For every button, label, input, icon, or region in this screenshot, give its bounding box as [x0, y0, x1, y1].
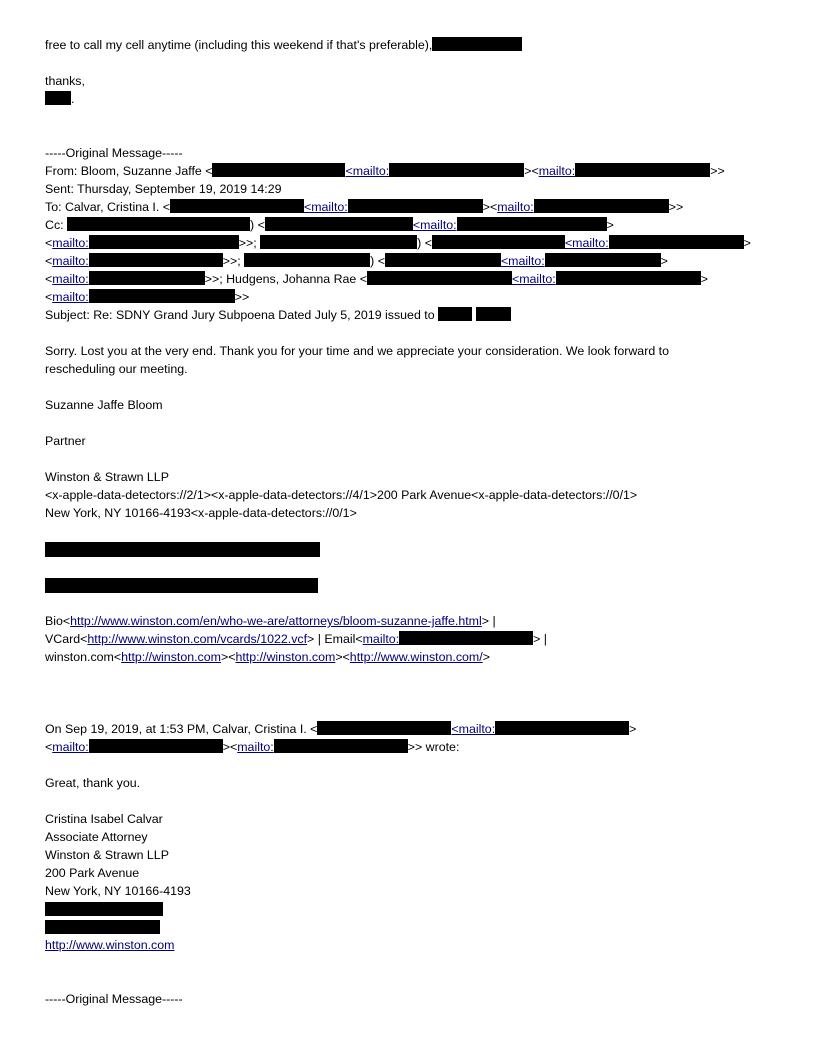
- redaction-box: [89, 289, 235, 303]
- redaction-bar: [45, 578, 318, 593]
- redaction-box: [274, 739, 408, 753]
- redaction-box: [67, 217, 250, 231]
- signature-name: Suzanne Jaffe Bloom: [45, 398, 163, 412]
- redaction-box: [244, 253, 370, 267]
- redaction-box: [476, 307, 511, 321]
- cc-line-4: <mailto: >>; Hudgens, Johanna Rae < <mailto: >: [45, 272, 708, 286]
- redaction-bar: [45, 920, 160, 934]
- mailto-link[interactable]: mailto:: [52, 290, 89, 304]
- website-line: winston.com<http://winston.com><http://winston.com><http://www.winston.com/>: [45, 650, 490, 664]
- vcard-link[interactable]: http://www.winston.com/vcards/1022.vcf: [87, 632, 308, 646]
- reply-signature-name: Cristina Isabel Calvar: [45, 812, 163, 826]
- mailto-link[interactable]: mailto:: [52, 272, 89, 286]
- mailto-link[interactable]: <mailto:: [303, 200, 348, 214]
- redaction-box: [367, 271, 512, 285]
- redaction-box: [317, 721, 451, 735]
- email-mailto-link[interactable]: mailto:: [362, 632, 400, 646]
- signature-firm: Winston & Strawn LLP: [45, 470, 169, 484]
- redaction-box: [495, 721, 629, 735]
- reply-signature-address-1: 200 Park Avenue: [45, 866, 140, 880]
- mailto-link[interactable]: <mailto:: [500, 254, 545, 268]
- call-line-text: free to call my cell anytime (including this weekend if that's preferable),: [45, 38, 433, 52]
- signature-title: Partner: [45, 434, 86, 448]
- mailto-link[interactable]: mailto:: [52, 236, 89, 250]
- reply-signature-url[interactable]: http://www.winston.com: [45, 938, 175, 952]
- mailto-link[interactable]: <mailto:: [451, 722, 496, 736]
- mailto-link[interactable]: mailto:: [538, 164, 576, 178]
- mailto-link[interactable]: mailto:: [52, 740, 89, 754]
- website-link-1[interactable]: http://winston.com: [121, 650, 221, 664]
- redaction-box: [575, 163, 710, 177]
- redaction-box: [545, 253, 661, 267]
- redaction-box: [609, 235, 744, 249]
- mailto-link[interactable]: mailto:: [497, 200, 534, 214]
- redaction-box: [348, 199, 483, 213]
- bio-link-line: Bio<http://www.winston.com/en/who-we-are/attorneys/bloom-suzanne-jaffe.html> |: [45, 614, 496, 628]
- thanks-line: thanks,: [45, 74, 85, 88]
- redaction-bar: [45, 542, 320, 557]
- redaction-box: [399, 631, 533, 645]
- reply-header-line-2: <mailto: ><mailto: >> wrote:: [45, 740, 460, 754]
- from-line: From: Bloom, Suzanne Jaffe < <mailto: ><mailto: >>: [45, 164, 725, 178]
- reply-signature-firm: Winston & Strawn LLP: [45, 848, 169, 862]
- cc-line: Cc: ) < <mailto: >: [45, 218, 614, 232]
- cc-line-2: <mailto: >>; ) < <mailto: >: [45, 236, 751, 250]
- redaction-box: [385, 253, 501, 267]
- vcard-email-line: VCard<http://www.winston.com/vcards/1022.vcf> | Email<mailto: > |: [45, 632, 548, 646]
- redaction-bar: [45, 902, 163, 916]
- to-line: To: Calvar, Cristina I. < <mailto: ><mailto: >>: [45, 200, 684, 214]
- mailto-link[interactable]: mailto:: [237, 740, 274, 754]
- bio-link[interactable]: http://www.winston.com/en/who-we-are/attorneys/bloom-suzanne-jaffe.html: [70, 614, 482, 628]
- redaction-box: [389, 163, 524, 177]
- mailto-link[interactable]: <mailto:: [511, 272, 556, 286]
- redaction-box: [89, 235, 239, 249]
- redaction-box: [457, 217, 607, 231]
- original-message-header: -----Original Message-----: [45, 146, 183, 160]
- redaction-box: [556, 271, 701, 285]
- redaction-box: [89, 271, 205, 285]
- redaction-box: [260, 235, 417, 249]
- intro-call-line: [45, 36, 522, 54]
- redaction-box: [45, 91, 71, 105]
- reply-signature-address-2: New York, NY 10166-4193: [45, 884, 191, 898]
- redaction-box: [438, 307, 472, 321]
- redaction-box: [89, 253, 223, 267]
- website-link-3[interactable]: http://www.winston.com/: [349, 650, 483, 664]
- redaction-box: [265, 217, 413, 231]
- cc-line-5: <mailto: >>: [45, 290, 250, 304]
- mailto-link[interactable]: <mailto:: [345, 164, 390, 178]
- mailto-link[interactable]: mailto:: [52, 254, 89, 268]
- redaction-box: [432, 37, 522, 51]
- redaction-box: [212, 163, 345, 177]
- redaction-box: [432, 235, 565, 249]
- mailto-link[interactable]: <mailto:: [564, 236, 609, 250]
- signature-address-1: <x-apple-data-detectors://2/1><x-apple-data-detectors://4/1>200 Park Avenue<x-apple-data-detectors://0/1>: [45, 488, 638, 502]
- subject-line: Subject: Re: SDNY Grand Jury Subpoena Dated July 5, 2019 issued to: [45, 306, 511, 324]
- mailto-link[interactable]: <mailto:: [412, 218, 457, 232]
- sent-line: Sent: Thursday, September 19, 2019 14:29: [45, 182, 282, 196]
- website-link-2[interactable]: http://winston.com: [235, 650, 336, 664]
- reply-header-line: On Sep 19, 2019, at 1:53 PM, Calvar, Cristina I. < <mailto: >: [45, 722, 637, 736]
- reply-signature-title: Associate Attorney: [45, 830, 148, 844]
- original-message-header-2: -----Original Message-----: [45, 992, 183, 1006]
- body-text-line-1: Sorry. Lost you at the very end. Thank you for your time and we appreciate your consideration. We look forward to: [45, 344, 669, 358]
- redaction-box: [170, 199, 304, 213]
- reply-message: Great, thank you.: [45, 776, 141, 790]
- signoff-line: .: [45, 90, 74, 108]
- signature-address-2: New York, NY 10166-4193<x-apple-data-detectors://0/1>: [45, 506, 357, 520]
- cc-line-3: <mailto: >>; ) < <mailto: >: [45, 254, 668, 268]
- redaction-box: [89, 739, 223, 753]
- redaction-box: [534, 199, 669, 213]
- body-text-line-2: rescheduling our meeting.: [45, 362, 188, 376]
- reply-signature-url-line: [45, 936, 174, 954]
